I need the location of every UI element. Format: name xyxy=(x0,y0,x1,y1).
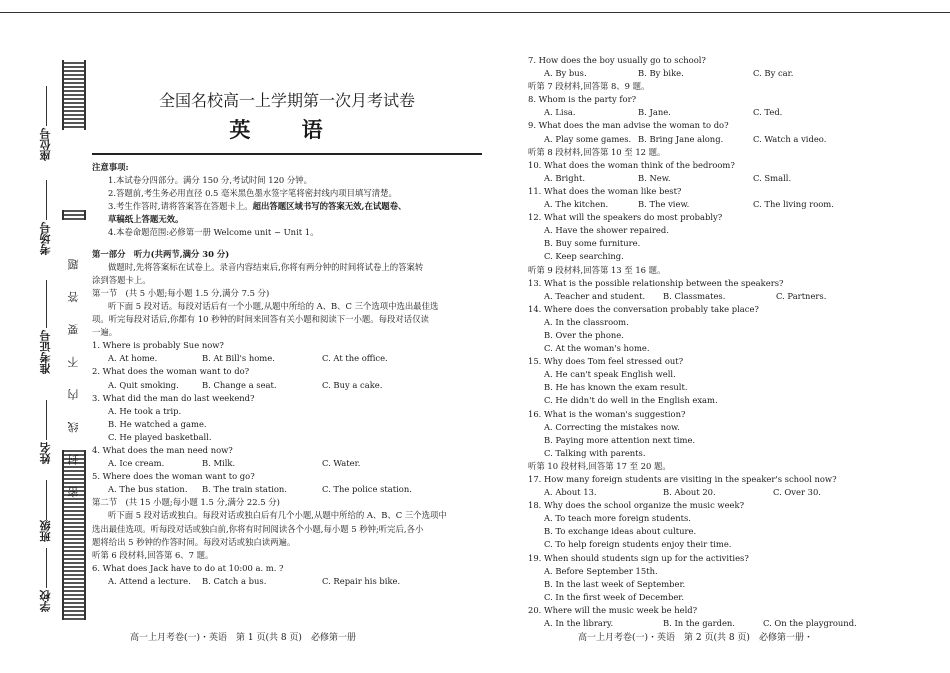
option: C. Over 30. xyxy=(773,487,821,498)
option: A. Teacher and student. xyxy=(544,290,646,301)
blank-line xyxy=(46,280,47,328)
options-13 xyxy=(528,290,883,303)
material-9: 听第 9 段材料,回答第 13 至 16 题。 xyxy=(528,264,666,275)
options-2 xyxy=(92,379,482,392)
options-1 xyxy=(92,352,482,365)
option: C. Repair his bike. xyxy=(322,575,401,586)
question-3: 3. What did the man do last weekend? xyxy=(92,392,255,403)
option: B. Buy some furniture. xyxy=(544,238,641,249)
option: B. He watched a game. xyxy=(108,418,207,429)
option: C. The police station. xyxy=(322,484,412,495)
options-11 xyxy=(528,198,883,211)
exam-room-label: 考场号 xyxy=(39,222,52,255)
option: A. The bus station. xyxy=(108,484,188,495)
options-9 xyxy=(528,133,883,146)
option: C. To help foreign students enjoy their time. xyxy=(544,539,732,550)
note-2: 2.答题前,考生务必用直径 0.5 毫米黑色墨水签字笔将密封线内项目填写清楚。 xyxy=(108,188,397,199)
question-20: 20. Where will the music week be held? xyxy=(528,604,698,615)
options-10 xyxy=(528,172,883,185)
section2-desc: 听下面 5 段对话或独白。每段对话或独白后有几个小题,从题中所给的 A、B、C 三个选项中 xyxy=(108,510,447,521)
note-1: 1.本试卷分四部分。满分 150 分,考试时间 120 分钟。 xyxy=(108,175,313,186)
question-8: 8. Whom is the party for? xyxy=(528,94,637,105)
question-13: 13. What is the possible relationship between the speakers? xyxy=(528,277,784,288)
options-20 xyxy=(528,617,883,630)
option: C. Partners. xyxy=(776,290,827,301)
question-6: 6. What does Jack have to do at 10:00 a. m. ? xyxy=(92,562,284,573)
note-4: 4.本卷命题范围:必修第一册 Welcome unit ~ Unit 1。 xyxy=(108,227,319,238)
option: C. He played basketball. xyxy=(108,431,212,442)
option: C. Talking with parents. xyxy=(544,447,646,458)
question-17: 17. How many foreign students are visiting in the speaker's school now? xyxy=(528,474,837,484)
blank-line xyxy=(46,86,47,126)
options-17 xyxy=(528,486,883,499)
question-5: 5. Where does the woman want to go? xyxy=(92,471,255,482)
title-rule xyxy=(92,153,482,155)
option: A. Attend a lecture. xyxy=(108,575,191,586)
question-7: 7. How does the boy usually go to school? xyxy=(528,55,706,65)
option: B. Jane. xyxy=(638,107,671,118)
option: A. Quit smoking. xyxy=(108,379,179,390)
option: B. He has known the exam result. xyxy=(544,382,688,393)
option: A. By bus. xyxy=(544,68,587,79)
option: C. Ted. xyxy=(753,107,783,118)
option: C. Small. xyxy=(753,172,792,183)
blank-line xyxy=(46,180,47,220)
option: B. In the garden. xyxy=(663,618,735,629)
question-12: 12. What will the speakers do most probably? xyxy=(528,212,723,223)
section1-desc: 听下面 5 段对话。每段对话后有一个小题,从题中所给的 A、B、C 三个选项中选出最佳选 xyxy=(108,300,439,311)
option: B. New. xyxy=(638,172,671,183)
options-6 xyxy=(92,575,482,588)
option: C. He didn't do well in the English exam. xyxy=(544,395,718,406)
option: B. Classmates. xyxy=(663,290,726,301)
top-border xyxy=(0,12,950,13)
name-label: 姓名 xyxy=(39,442,52,464)
section1-desc: 一遍。 xyxy=(92,327,118,338)
option: C. Keep searching. xyxy=(544,251,624,262)
option: B. In the last week of September. xyxy=(544,578,686,589)
option: A. Bright. xyxy=(544,172,585,183)
option: A. At home. xyxy=(108,353,158,364)
section2-desc: 选出最佳选项。听每段对话或独白前,你将有时间阅读各个小题,每小题 5 秒钟;听完后,各小 xyxy=(92,523,424,534)
option: B. To exchange ideas about culture. xyxy=(544,526,697,537)
material-7: 听第 7 段材料,回答第 8、9 题。 xyxy=(528,81,650,92)
exam-title: 全国名校高一上学期第一次月考试卷 xyxy=(158,91,415,110)
option: C. In the first week of December. xyxy=(544,591,685,602)
question-9: 9. What does the man advise the woman to do? xyxy=(528,120,729,131)
option: B. Change a seat. xyxy=(202,379,277,390)
option: B. Milk. xyxy=(202,458,236,469)
section1-desc: 项。听完每段对话后,你都有 10 秒钟的时间来回答有关小题和阅读下一小题。每段对话仅读 xyxy=(92,314,429,325)
question-19: 19. When should students sign up for the activities? xyxy=(528,552,749,563)
option: A. Have the shower repaired. xyxy=(544,225,669,236)
option: A. The kitchen. xyxy=(544,199,609,210)
seat-label: 座位号 xyxy=(39,128,52,161)
question-11: 11. What does the woman like best? xyxy=(528,185,682,196)
material-8: 听第 8 段材料,回答第 10 至 12 题。 xyxy=(528,146,666,157)
footer-page-1: 高一上月考卷(一)・英语 第 1 页(共 8 页) 必修第一册 xyxy=(130,633,356,643)
option: A. To teach more foreign students. xyxy=(544,513,691,524)
option: C. At the woman's home. xyxy=(544,343,650,354)
question-18: 18. Why does the school organize the music week? xyxy=(528,500,745,511)
note-3 xyxy=(92,200,482,213)
option: B. About 20. xyxy=(663,487,716,498)
options-4 xyxy=(92,457,482,470)
options-5 xyxy=(92,483,482,496)
option: C. By car. xyxy=(753,68,794,79)
option: B. By bike. xyxy=(638,68,684,79)
option: A. Play some games. xyxy=(544,133,632,144)
option: A. About 13. xyxy=(544,487,597,498)
part1-intro: 做题时,先将答案标在试卷上。录音内容结束后,你将有两分钟的时间将试卷上的答案转 xyxy=(108,261,424,272)
page-2 xyxy=(528,54,883,630)
seal-warning: 密 封 线 内 不 要 答 题 xyxy=(67,250,80,498)
option: B. Over the phone. xyxy=(544,329,624,340)
note-3-cont: 草稿纸上答题无效。 xyxy=(108,214,184,225)
notes-heading: 注意事项: xyxy=(92,162,129,172)
option: A. Lisa. xyxy=(544,107,576,118)
option: B. Catch a bus. xyxy=(202,575,267,586)
option: B. The view. xyxy=(638,199,690,210)
school-label: 学校 xyxy=(39,590,52,612)
option: A. Before September 15th. xyxy=(544,565,658,576)
option: A. He took a trip. xyxy=(108,405,182,416)
option: B. The train station. xyxy=(202,484,287,495)
material-6: 听第 6 段材料,回答第 6、7 题。 xyxy=(92,549,214,560)
question-1: 1. Where is probably Sue now? xyxy=(92,340,224,351)
option: C. Watch a video. xyxy=(753,133,827,144)
footer-page-2: 高一上月考卷(一)・英语 第 2 页(共 8 页) 必修第一册・ xyxy=(578,633,813,643)
blank-line xyxy=(46,548,47,588)
section2-desc: 题将给出 5 秒钟的作答时间。每段对话或独白读两遍。 xyxy=(92,536,296,547)
option: B. At Bill's home. xyxy=(202,353,275,364)
options-8 xyxy=(528,106,883,119)
material-10: 听第 10 段材料,回答第 17 至 20 题。 xyxy=(528,460,671,471)
question-15: 15. Why does Tom feel stressed out? xyxy=(528,356,684,367)
ticket-label: 准考证号 xyxy=(39,330,52,374)
section1-heading: 第一节 (共 5 小题;每小题 1.5 分,满分 7.5 分) xyxy=(92,287,270,298)
option: C. Buy a cake. xyxy=(322,379,383,390)
blank-line xyxy=(46,400,47,440)
option: C. The living room. xyxy=(753,199,834,210)
option: A. In the library. xyxy=(544,618,614,629)
options-7 xyxy=(528,67,883,80)
page-1 xyxy=(92,90,482,588)
option: A. Correcting the mistakes now. xyxy=(544,421,680,432)
class-label: 班级 xyxy=(39,520,52,542)
note-3-text: 3.考生作答时,请将答案答在答题卡上。 xyxy=(108,201,253,212)
note-3-bold: 超出答题区域书写的答案无效,在试题卷、 xyxy=(252,201,407,212)
option: B. Paying more attention next time. xyxy=(544,434,696,445)
option: A. He can't speak English well. xyxy=(544,369,676,380)
option: C. Water. xyxy=(322,458,361,469)
option: A. In the classroom. xyxy=(544,316,629,327)
part1-intro-cont: 涂到答题卡上。 xyxy=(92,274,151,285)
option: C. On the playground. xyxy=(763,618,857,629)
option: C. At the office. xyxy=(322,353,388,364)
option: A. Ice cream. xyxy=(108,458,165,469)
question-16: 16. What is the woman's suggestion? xyxy=(528,408,686,419)
blank-line xyxy=(46,480,47,520)
subject-title: 英 语 xyxy=(229,117,345,142)
question-14: 14. Where does the conversation probably take place? xyxy=(528,303,759,314)
question-2: 2. What does the woman want to do? xyxy=(92,366,250,377)
section2-heading: 第二节 (共 15 小题;每小题 1.5 分,满分 22.5 分) xyxy=(92,497,280,508)
option: B. Bring Jane along. xyxy=(638,133,724,144)
question-10: 10. What does the woman think of the bedroom? xyxy=(528,159,735,170)
question-4: 4. What does the man need now? xyxy=(92,444,233,455)
part1-heading: 第一部分 听力(共两节,满分 30 分) xyxy=(92,248,230,259)
